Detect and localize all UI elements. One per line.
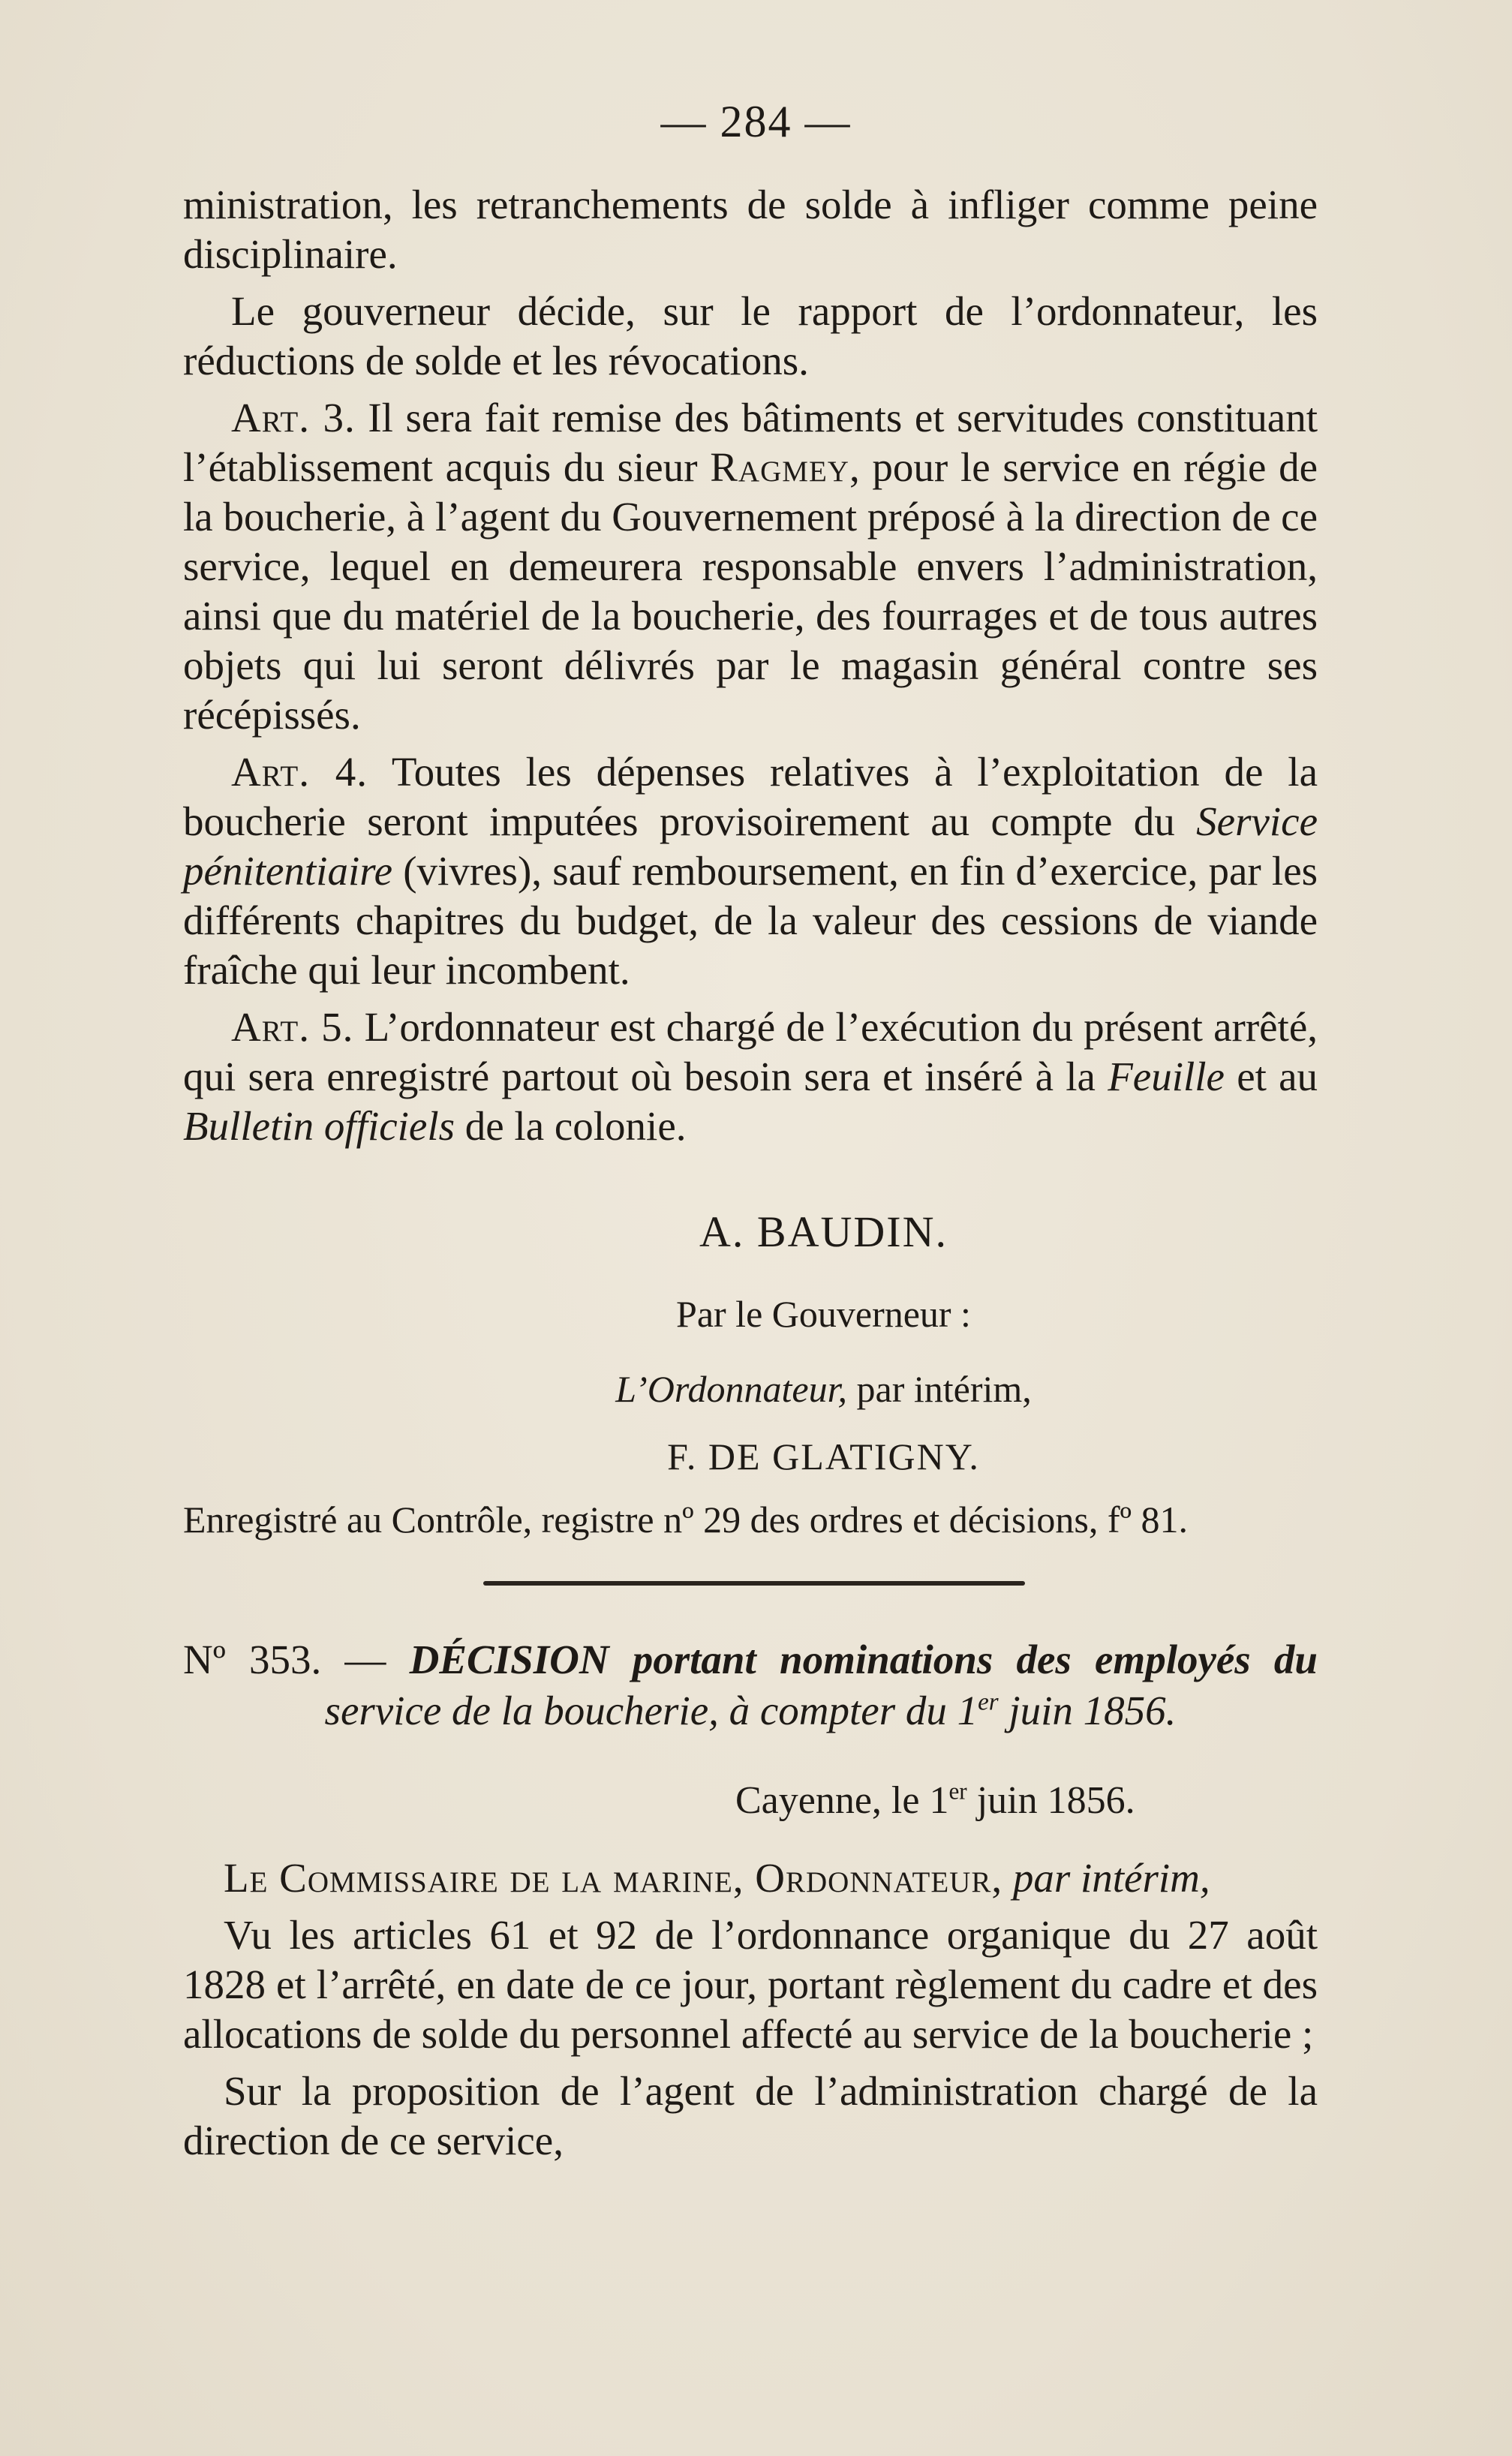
- decision-number: Nº 353. —: [183, 1637, 386, 1682]
- article-5-label: Art. 5.: [231, 1004, 354, 1050]
- decision-date: [735, 1778, 1135, 1823]
- article-3-label: Art. 3.: [231, 395, 356, 440]
- decision-date-pre: Cayenne, le 1: [735, 1779, 949, 1822]
- registration-note: Enregistré au Contrôle, registre nº 29 des ordres et décisions, fº 81.: [183, 1499, 1188, 1541]
- article-3-name: Ragmey: [710, 444, 849, 490]
- article-3-text-a: Il sera fait remise des bâtiments et servitudes constituant l’établissement acquis du sieur: [183, 395, 1318, 490]
- decision-date-post: juin 1856.: [976, 1779, 1135, 1822]
- article-3-text-b: , pour le service en régie de la boucherie, à l’agent du Gouvernement préposé à la direction de ce service, lequel en demeurera responsable envers l’administration, ainsi que du matériel de la boucherie, des fourrages et de tous autres objets qui lui seront délivrés par le magasin général contre ses récépissés.: [183, 444, 1318, 738]
- decision-heading-line-2: [183, 1685, 1318, 1736]
- paragraph-gouverneur: Le gouverneur décide, sur le rapport de l’ordonnateur, les réductions de solde et les révocations.: [183, 288, 1318, 383]
- signature-ordonnateur-rest: par intérim,: [856, 1368, 1032, 1410]
- signature-glatigny: F. DE GLATIGNY.: [667, 1435, 980, 1478]
- section-divider: [483, 1581, 1025, 1586]
- article-5-italic-bulletin: Bulletin officiels: [183, 1103, 455, 1149]
- signature-ordonnateur-title: L’Ordonnateur,: [615, 1368, 848, 1410]
- article-5-italic-feuille: Feuille: [1108, 1054, 1225, 1099]
- article-3: [183, 393, 1318, 740]
- decision-heading-line-1: [183, 1634, 1318, 1685]
- article-5: [183, 1003, 1318, 1151]
- decision-title-b-post: juin 1856.: [1009, 1688, 1177, 1733]
- decision-title-b-sup: er: [978, 1688, 999, 1716]
- decision-sur: Sur la proposition de l’agent de l’administration chargé de la direction de ce service,: [183, 2068, 1318, 2163]
- article-4-text-a: Toutes les dépenses relatives à l’exploitation de la boucherie seront imputées provisoirement au compte du: [183, 749, 1318, 844]
- decision-lead-title: Le Commissaire de la marine, Ordonnateur,: [224, 1855, 1003, 1901]
- decision-date-sup: er: [948, 1778, 967, 1805]
- article-5-text-b: et au: [1237, 1054, 1318, 1099]
- decision-heading: [183, 1634, 1318, 1736]
- signature-ordonnateur: [0, 1367, 1512, 1411]
- decision-title-b-pre: service de la boucherie, à compter du 1: [324, 1688, 978, 1733]
- decision-lead: [183, 1853, 1318, 1903]
- decision-lead-italic: par intérim,: [1012, 1855, 1210, 1901]
- decision-vu: Vu les articles 61 et 92 de l’ordonnance organique du 27 août 1828 et l’arrêté, en date de ce jour, portant règlement du cadre et des allocations de solde du personnel affecté au service de la boucherie ;: [183, 1912, 1318, 2057]
- article-body: [183, 180, 1318, 1151]
- paragraph-continuation: ministration, les retranchements de solde à infliger comme peine disciplinaire.: [183, 182, 1318, 277]
- article-5-text-c: de la colonie.: [464, 1103, 687, 1149]
- signature-baudin: A. BAUDIN.: [699, 1207, 948, 1256]
- article-5-text-a: L’ordonnateur est chargé de l’exécution du présent arrêté, qui sera enregistré partout où besoin sera et inséré à la: [183, 1004, 1318, 1099]
- signature-par-le-gouverneur: Par le Gouverneur :: [676, 1293, 971, 1335]
- decision-title-a: DÉCISION portant nominations des employés du: [409, 1637, 1318, 1682]
- decision-body: [183, 1853, 1318, 2166]
- page-number: — 284 —: [660, 97, 852, 146]
- article-4-label: Art. 4.: [231, 749, 368, 795]
- article-4: [183, 747, 1318, 995]
- article-4-italic: Service pénitentiaire: [183, 798, 1318, 894]
- article-4-text-b: (vivres), sauf remboursement, en fin d’exercice, par les différents chapitres du budget, de la valeur des cessions de viande fraîche qui leur incombent.: [183, 848, 1318, 993]
